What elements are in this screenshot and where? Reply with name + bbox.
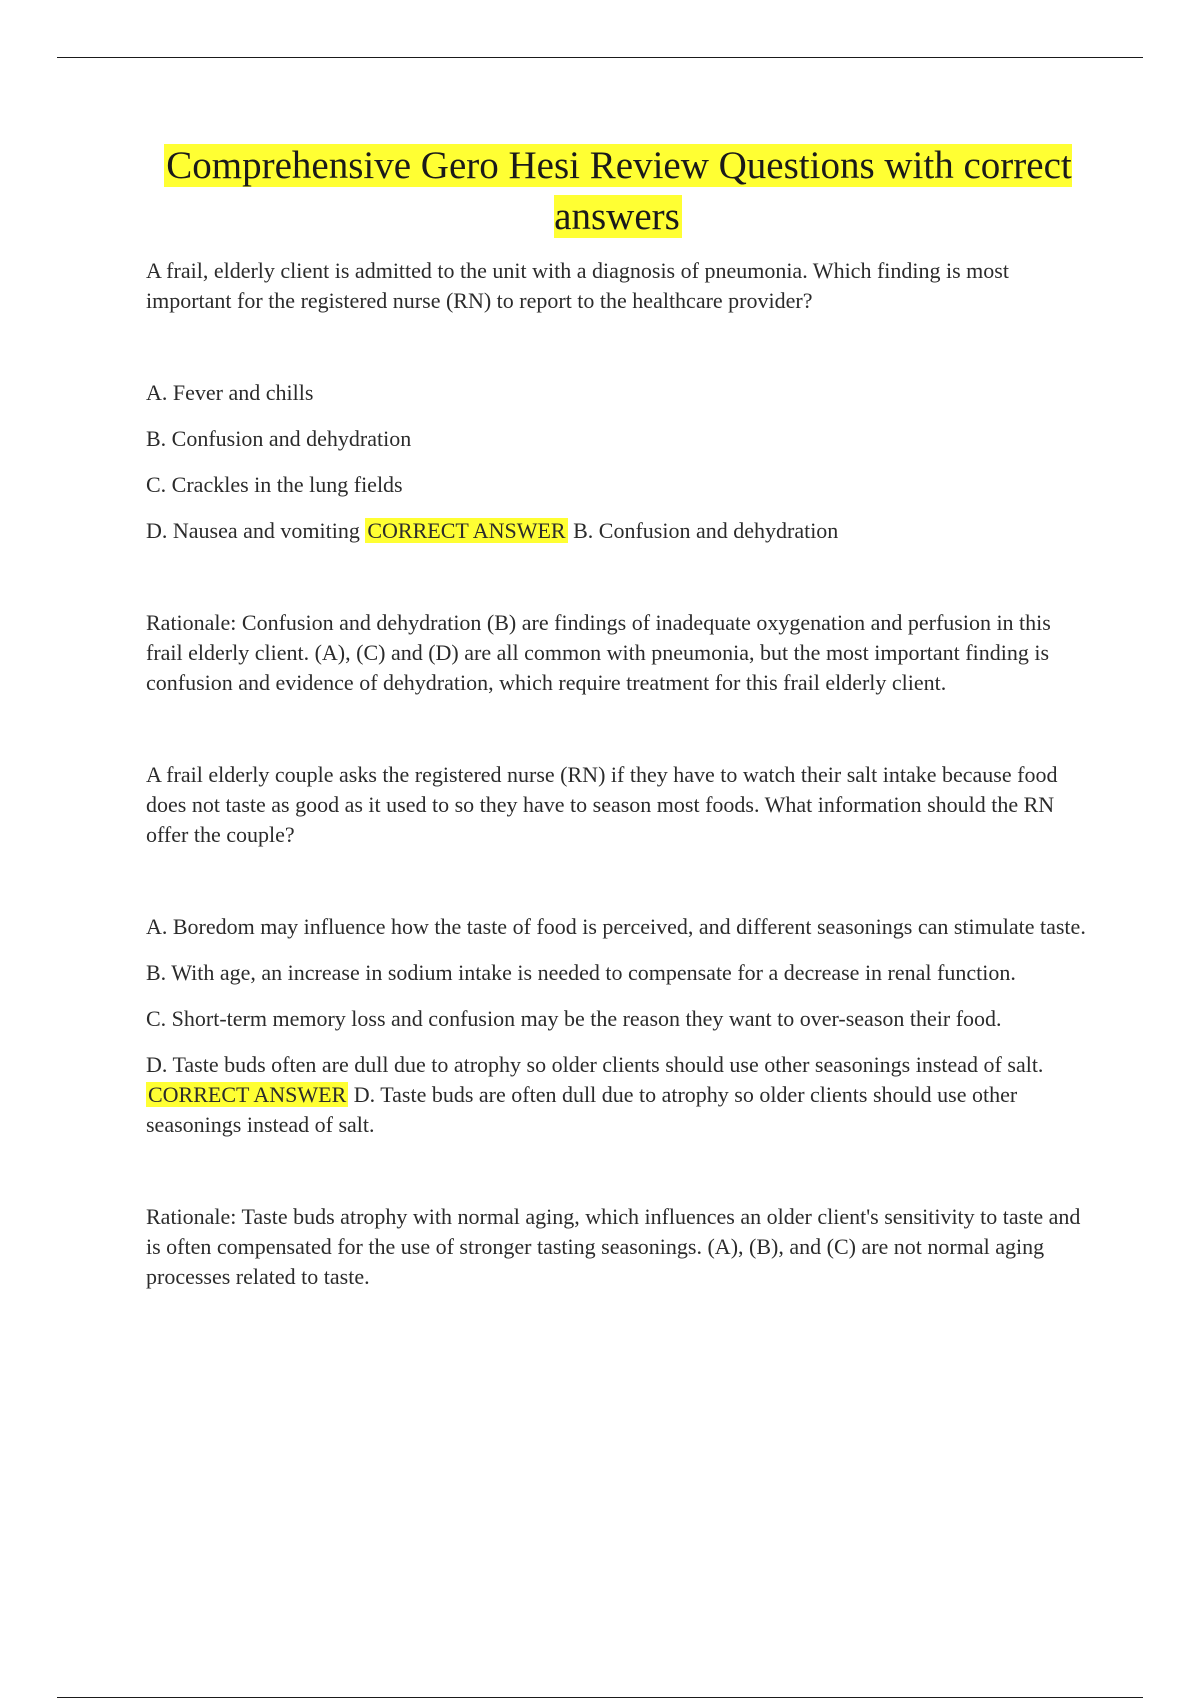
correct-answer-text: B. Confusion and dehydration xyxy=(573,518,839,543)
option-b: B. Confusion and dehydration xyxy=(146,426,412,451)
question-2 xyxy=(146,760,1090,1292)
title-highlight: Comprehensive Gero Hesi Review Questions with correct answers xyxy=(166,144,1072,238)
option-b: B. With age, an increase in sodium intake is needed to compensate for a decrease in renal function. xyxy=(146,960,1016,985)
option-c: C. Crackles in the lung fields xyxy=(146,472,403,497)
option-d: D. Nausea and vomiting xyxy=(146,518,360,543)
option-d: D. Taste buds often are dull due to atrophy so older clients should use other seasonings instead of salt. xyxy=(146,1052,1044,1077)
option-d-with-answer xyxy=(146,516,1090,546)
question-prompt: A frail elderly couple asks the registered nurse (RN) if they have to watch their salt intake because food does not taste as good as it used to so they have to season most foods. What information should the RN offer the couple? xyxy=(146,762,1058,847)
correct-answer-text: D. Taste buds are often dull due to atrophy so older clients should use other seasonings instead of salt. xyxy=(146,1082,1018,1137)
rationale: Rationale: Taste buds atrophy with normal aging, which influences an older client's sensitivity to taste and is often compensated for the use of stronger tasting seasonings. (A), (B), and (C) are not normal aging processes related to taste. xyxy=(146,1204,1081,1289)
rationale: Rationale: Confusion and dehydration (B) are findings of inadequate oxygenation and perfusion in this frail elderly client. (A), (C) and (D) are all common with pneumonia, but the most important finding is confusion and evidence of dehydration, which require treatment for this frail elderly client. xyxy=(146,610,1051,695)
footer-rule xyxy=(57,1697,1143,1698)
question-1 xyxy=(146,256,1090,698)
option-a: A. Boredom may influence how the taste of food is perceived, and different seasonings can stimulate taste. xyxy=(146,914,1086,939)
correct-answer-label: CORRECT ANSWER xyxy=(148,1082,347,1107)
document-body xyxy=(146,140,1090,1354)
document-title xyxy=(146,140,1090,242)
header-rule xyxy=(57,57,1143,58)
correct-answer-label: CORRECT ANSWER xyxy=(367,518,566,543)
option-d-with-answer xyxy=(146,1050,1090,1140)
option-a: A. Fever and chills xyxy=(146,380,314,405)
question-prompt: A frail, elderly client is admitted to the unit with a diagnosis of pneumonia. Which finding is most important for the registered nurse (RN) to report to the healthcare provider? xyxy=(146,258,1009,313)
option-c: C. Short-term memory loss and confusion may be the reason they want to over-season their food. xyxy=(146,1006,1002,1031)
